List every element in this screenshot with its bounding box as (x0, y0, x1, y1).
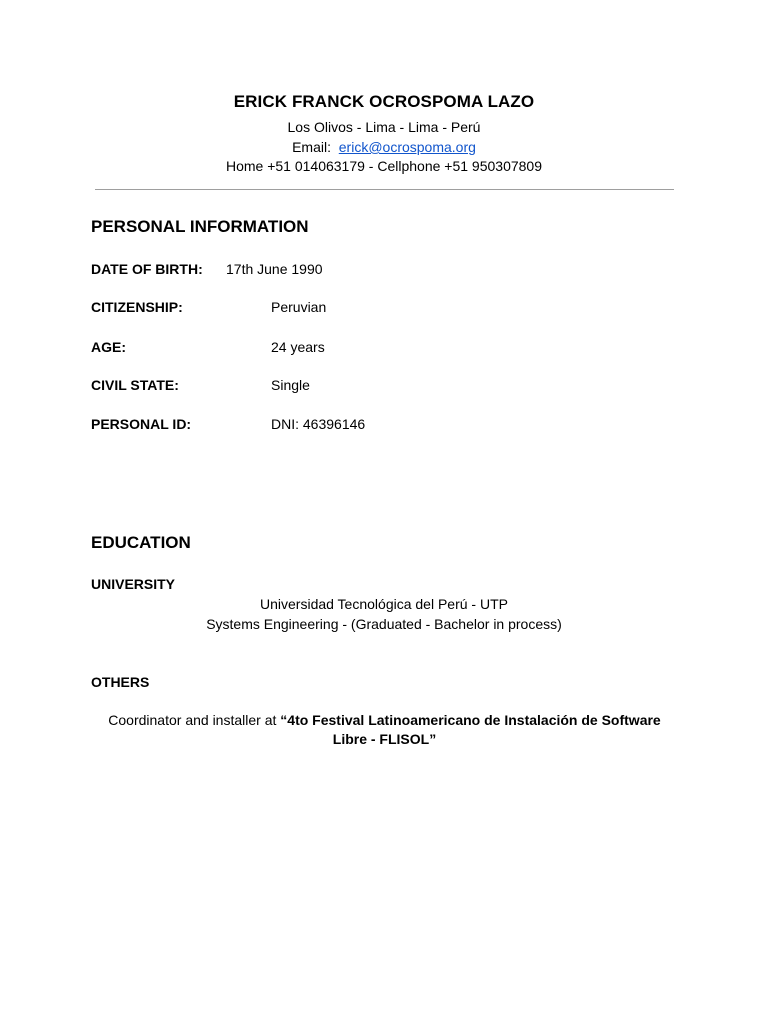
personal-id-label: PERSONAL ID: (91, 416, 192, 432)
date-of-birth-label: DATE OF BIRTH: (91, 261, 203, 277)
email-link[interactable]: erick@ocrospoma.org (338, 139, 476, 155)
civil-state-value: Single (271, 377, 310, 393)
personal-id-value: DNI: 46396146 (271, 416, 366, 432)
others-heading: OTHERS (91, 674, 150, 690)
email-line (0, 139, 768, 155)
date-of-birth-value: 17th June 1990 (226, 261, 323, 277)
email-label: Email: (292, 139, 331, 155)
civil-state-label: CIVIL STATE: (91, 377, 179, 393)
university-degree: Systems Engineering - (Graduated - Bachelor in process) (206, 616, 562, 632)
citizenship-value: Peruvian (271, 299, 327, 315)
university-institution: Universidad Tecnológica del Perú - UTP (260, 596, 508, 612)
age-value: 24 years (271, 339, 325, 355)
others-intro: Coordinator and installer at (108, 712, 281, 728)
age-label: AGE: (91, 339, 126, 355)
university-heading: UNIVERSITY (91, 576, 176, 592)
others-event: “4to Festival Latinoamericano de Instalación de Software Libre - FLISOL” (280, 712, 661, 747)
others-description (95, 711, 674, 749)
header-divider (95, 189, 674, 190)
personal-information-heading: PERSONAL INFORMATION (91, 217, 309, 236)
applicant-name: ERICK FRANCK OCROSPOMA LAZO (233, 92, 535, 111)
education-heading: EDUCATION (91, 533, 191, 552)
address-line: Los Olivos - Lima - Lima - Perú (287, 119, 481, 135)
phone-line: Home +51 014063179 - Cellphone +51 950307809 (225, 158, 543, 174)
citizenship-label: CITIZENSHIP: (91, 299, 183, 315)
